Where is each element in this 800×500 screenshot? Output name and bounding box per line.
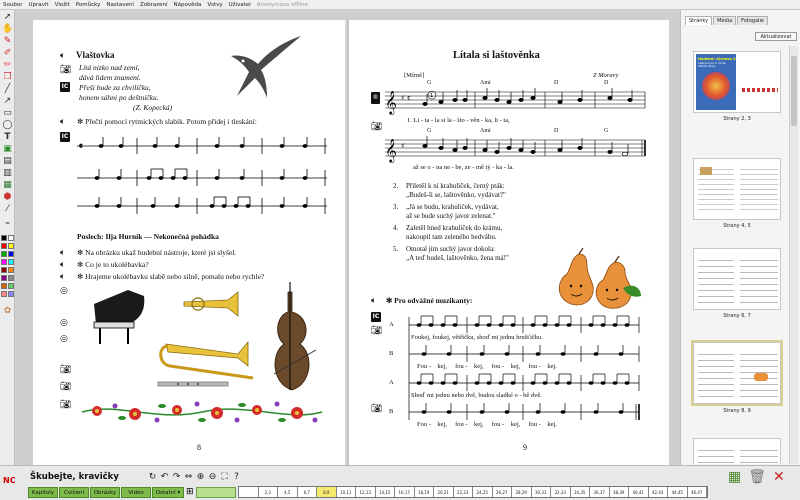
song-title: Lítala si laštověnka xyxy=(453,50,540,61)
color-swatch-black[interactable] xyxy=(1,235,7,241)
pages-panel xyxy=(680,10,800,465)
thumb-content-right xyxy=(740,445,778,464)
menu-napoveda[interactable]: Nápověda xyxy=(173,1,202,8)
cover-thumb xyxy=(696,54,736,110)
lyrics-line-1: 1. Li - ta - la si la - što - věn - ka, li - ta, xyxy=(407,117,510,124)
timeline-segment[interactable]: 30,31 xyxy=(532,487,552,497)
svg-text:𝄞: 𝄞 xyxy=(385,90,397,114)
cover-subtitle: učebnice pro 2. ročník základní školy xyxy=(698,62,726,68)
color-swatch-magenta[interactable] xyxy=(1,259,7,265)
interactive-content-icon[interactable]: IC xyxy=(61,83,69,90)
chord-2: Ami xyxy=(480,80,491,86)
timeline-segment[interactable]: 6,7 xyxy=(298,487,318,497)
thumb-content-left xyxy=(698,255,734,303)
verse-2-line-2: „Budeš-li se, laštověnko, vydávat?" xyxy=(406,191,506,199)
bottom-bar xyxy=(0,465,800,500)
page-thumbnail[interactable] xyxy=(693,248,781,310)
highlighter-icon[interactable]: ✏ xyxy=(3,60,12,70)
color-swatch-cyan[interactable] xyxy=(8,259,14,265)
shape-tool-icon[interactable]: ⬢ xyxy=(3,192,12,202)
tempo-marking: [Mírně] xyxy=(404,72,425,79)
trash-icon[interactable]: 🗑︎ xyxy=(748,469,767,485)
palette-icon[interactable]: ✿ xyxy=(3,306,12,316)
quick-slot[interactable] xyxy=(196,487,236,498)
timeline-segment[interactable]: 16,17 xyxy=(395,487,415,497)
rhythm-score xyxy=(409,315,649,427)
verse-5-line-1: Omotal jím suchý javor dokola: xyxy=(406,245,496,253)
speaker-icon[interactable]: 🔈︎ xyxy=(60,51,66,61)
page-left xyxy=(33,20,347,465)
tab-exercises[interactable]: Cvičení xyxy=(59,487,89,498)
verse-2-line-1: Přiletěl k ní krahuliček, černý pták: xyxy=(406,182,505,190)
rhythm-row-3-label: A xyxy=(389,379,394,386)
flute-icon xyxy=(158,382,228,386)
refresh-icon[interactable]: ↻ xyxy=(148,472,157,482)
thumb-picture xyxy=(754,373,768,381)
page-number-right: 9 xyxy=(523,443,527,452)
double-bass-icon xyxy=(274,282,316,390)
speaker-icon[interactable]: 🔈︎ xyxy=(60,272,66,282)
rhythm-row-2-text: Fou - kej, fou - kej, fou - kej, fou - kej. xyxy=(417,363,557,370)
hand-icon[interactable]: ✋ xyxy=(2,24,14,34)
timeline-segment[interactable]: 20,21 xyxy=(434,487,454,497)
listening-question-1: ✻ Na obrázku ukaž hudební nástroje, které jsi slyšel. xyxy=(77,248,237,257)
ellipse-tool-icon[interactable]: ◯ xyxy=(2,120,13,130)
timeline-segment[interactable]: 2,3 xyxy=(259,487,279,497)
nav-icons xyxy=(148,472,244,482)
rhythm-exercise xyxy=(77,134,327,214)
svg-text:♯: ♯ xyxy=(401,142,405,150)
thumbnail-label: Strany 6, 7 xyxy=(723,313,751,319)
arrow-line-icon[interactable]: ↗ xyxy=(3,96,12,106)
redo-icon[interactable]: ↷ xyxy=(172,472,181,482)
refresh-button[interactable]: Aktualizovat xyxy=(755,32,797,41)
svg-text:1: 1 xyxy=(430,93,434,99)
lyrics-line-2: až se o - na ne - be, ze - mě tý - ka - la. xyxy=(413,164,514,171)
camera-icon[interactable]: 📷︎ xyxy=(371,122,383,132)
thumb-picture xyxy=(700,167,712,175)
speaker-icon[interactable]: 🔈︎ xyxy=(60,260,66,270)
page-right xyxy=(349,20,669,465)
chord-3: D xyxy=(554,80,559,86)
page-timeline xyxy=(238,486,708,498)
tab-pages[interactable]: Stránky xyxy=(685,16,712,25)
screen-tool-icon[interactable]: ▥ xyxy=(3,168,12,178)
rhythm-row-3-text: Shoď mi jednu nebo dvě, budou sladké o - bě dvě. xyxy=(411,392,542,399)
eyedropper-icon[interactable]: ⁄ xyxy=(6,204,9,214)
color-swatch-gray[interactable] xyxy=(8,275,14,281)
table-tool-icon[interactable]: ▤ xyxy=(3,156,12,166)
trumpet-icon xyxy=(184,292,238,316)
line-width-icon[interactable]: ━ xyxy=(5,220,10,227)
help-icon[interactable]: ? xyxy=(234,472,239,482)
panel-tabs xyxy=(685,16,769,25)
poem-line-4: honem sáhni po deštníčku. xyxy=(79,93,159,102)
connection-status: Anonymous offline xyxy=(256,1,309,8)
fit-width-icon[interactable]: ⇔ xyxy=(184,472,193,482)
chord-8: G xyxy=(604,128,609,134)
menu-upravit[interactable]: Upravit xyxy=(28,1,49,8)
sound-sample-icon[interactable]: ◎ xyxy=(60,286,68,296)
chord-5: G xyxy=(427,128,432,134)
camera-icon[interactable]: 📷︎ xyxy=(371,404,383,414)
folk-ornament xyxy=(77,396,327,428)
menu-nastaveni[interactable]: Nastavení xyxy=(106,1,134,8)
timeline-segment[interactable]: 38,39 xyxy=(610,487,630,497)
timeline-segment[interactable]: 28,29 xyxy=(512,487,532,497)
menu-vlozit[interactable]: Vložit xyxy=(54,1,70,8)
timeline-segment[interactable]: 26,27 xyxy=(493,487,513,497)
interactive-content-icon[interactable]: IC xyxy=(372,313,380,320)
staff-1 xyxy=(385,88,647,114)
timeline-segment[interactable]: 24,25 xyxy=(473,487,493,497)
timeline-segment[interactable]: 10,11 xyxy=(337,487,357,497)
marker-icon[interactable]: ✐ xyxy=(3,48,12,58)
rhythm-row-4-text: Fou - kej, fou - kej, fou - kej, fou - kej. xyxy=(417,421,557,428)
tab-media[interactable]: Média xyxy=(713,16,736,25)
camera-icon[interactable]: 📷︎ xyxy=(60,365,72,375)
color-swatch-brown[interactable] xyxy=(1,283,7,289)
verse-4-line-1: Zaletěl hned krahuliček do krámu, xyxy=(406,224,503,232)
thumb-content-left xyxy=(698,349,734,397)
timeline-segment[interactable]: 12,13 xyxy=(356,487,376,497)
speaker-icon[interactable]: 🔈︎ xyxy=(371,296,377,306)
cover-illustration xyxy=(702,72,730,100)
timeline-segment[interactable]: 32,33 xyxy=(551,487,571,497)
timeline-segment[interactable]: 40,41 xyxy=(629,487,649,497)
rhythm-row-2-label: B xyxy=(389,350,394,357)
menu-uzivatel[interactable]: Uživatel xyxy=(228,1,251,8)
sound-sample-icon[interactable]: ◎ xyxy=(60,334,68,344)
eraser-icon[interactable]: ❒ xyxy=(3,72,12,82)
pears-illustration xyxy=(549,248,644,310)
page-thumbnail-selected[interactable] xyxy=(693,342,781,404)
thumbnail-label: Strany 2, 3 xyxy=(723,116,751,122)
menu-vrstvy[interactable]: Vstvy xyxy=(207,1,223,8)
menu-pomucky[interactable]: Pomůcky xyxy=(75,1,101,8)
line-tool-icon[interactable]: ╱ xyxy=(4,84,11,94)
dropdown-arrow-icon: ▾ xyxy=(177,490,181,496)
chord-6: Ami xyxy=(480,128,491,134)
trombone-icon xyxy=(161,342,253,378)
verse-2-number: 2. xyxy=(393,182,399,190)
instruments-illustration xyxy=(88,282,328,397)
color-swatch-white[interactable] xyxy=(8,235,14,241)
poem-author: (Z. Kopecká) xyxy=(133,103,173,112)
tab-other[interactable] xyxy=(152,487,184,498)
chord-4: D xyxy=(604,80,609,86)
zoom-in-icon[interactable]: ⊕ xyxy=(196,472,205,482)
timeline-segment[interactable]: 8,9 xyxy=(317,487,337,497)
speaker-icon[interactable]: 🔈︎ xyxy=(60,117,66,127)
tab-gallery[interactable]: Fotogalie xyxy=(737,16,768,25)
zoom-out-icon[interactable]: ⊖ xyxy=(208,472,217,482)
arrow-cursor-icon[interactable]: ➚ xyxy=(3,12,12,22)
page-thumbnail[interactable] xyxy=(693,158,781,220)
tool-strip xyxy=(0,10,15,465)
thumb-content-right xyxy=(740,165,778,213)
listening-title: Poslech: Ilja Hurník — Nekonečná pohádka xyxy=(77,232,219,241)
speaker-icon[interactable]: 🔈︎ xyxy=(60,248,66,258)
svg-text:𝄴: 𝄴 xyxy=(79,142,83,151)
cover-title: Hudební výchova 2 xyxy=(698,57,736,61)
menu-bar xyxy=(0,0,800,10)
timeline-segment[interactable]: 4,5 xyxy=(278,487,298,497)
menu-zobrazeni[interactable]: Zobrazení xyxy=(139,1,168,8)
tab-other-label: Ostatní xyxy=(155,490,176,496)
tab-images[interactable]: Obrázky xyxy=(90,487,120,498)
camera-icon[interactable]: 📷︎ xyxy=(371,326,383,336)
listening-question-3: ✻ Hrajeme ukolébavku slabě nebo silně, pomalu nebo rychle? xyxy=(77,272,265,281)
verse-4-number: 4. xyxy=(393,224,399,232)
verse-5-line-2: „A teď budeš, laštověnko, žena má!" xyxy=(406,254,509,262)
timeline-segment[interactable]: 46,47 xyxy=(688,487,708,497)
color-swatch-blue[interactable] xyxy=(8,251,14,257)
staff-2 xyxy=(385,136,647,162)
svg-text:𝄴: 𝄴 xyxy=(407,94,411,103)
swallow-illustration xyxy=(213,34,303,99)
color-swatch-orange[interactable] xyxy=(8,267,14,273)
page-thumbnail[interactable] xyxy=(693,438,781,464)
poem-line-1: Lítá nízko nad zemí, xyxy=(79,63,140,72)
chord-7: D xyxy=(554,128,559,134)
color-swatch-red[interactable] xyxy=(1,243,7,249)
song-origin: Z Moravy xyxy=(593,72,619,79)
thumb-content-left xyxy=(698,445,734,464)
scrollbar-thumb[interactable] xyxy=(791,56,797,126)
grand-piano-icon xyxy=(94,290,144,344)
advanced-title: ✻ Pro odvážné muzikanty: xyxy=(386,296,473,305)
camera-icon[interactable]: 📷︎ xyxy=(60,400,72,410)
rhythm-row-1-text: Foukej, foukej, větříčku, shoď mi jednu hrušťičku. xyxy=(411,334,543,341)
thumbnail-label: Strany 4, 5 xyxy=(723,223,751,229)
fill-tool-icon[interactable]: ▦ xyxy=(3,180,12,190)
sound-sample-icon[interactable]: ◎ xyxy=(60,318,68,328)
poem-line-2: dává lidem znamení. xyxy=(79,73,141,82)
rhythm-instruction: ✻ Přečti pomocí rytmických slabik. Potom přidej i tleskání: xyxy=(77,117,257,126)
verse-5-number: 5. xyxy=(393,245,399,253)
chord-1: G xyxy=(427,80,432,86)
thumb-decoration xyxy=(742,88,778,92)
color-swatch-yellow[interactable] xyxy=(8,243,14,249)
pen-icon[interactable]: ✎ xyxy=(3,36,12,46)
listening-question-2: ✻ Co je to ukolébavka? xyxy=(77,260,149,269)
verse-4-line-2: nakoupil tam zeleného hedvábu. xyxy=(406,233,497,241)
chapter-title: Škubejte, kravičky xyxy=(30,472,119,482)
color-swatch-light-green[interactable] xyxy=(8,283,14,289)
color-swatch-green[interactable] xyxy=(1,251,7,257)
page-thumbnails xyxy=(687,46,787,464)
svg-text:𝄞: 𝄞 xyxy=(385,138,397,162)
verse-3-number: 3. xyxy=(393,203,399,211)
timeline-segment[interactable]: 44,45 xyxy=(668,487,688,497)
sheet-music-icon[interactable]: ▥ xyxy=(371,92,380,104)
camera-icon[interactable]: 📷︎ xyxy=(60,382,72,392)
page-thumbnail[interactable] xyxy=(693,51,781,113)
verse-3-line-2: až se bude suchý javor zelenat." xyxy=(406,212,496,220)
add-page-icon[interactable]: ⊞ xyxy=(186,487,194,497)
image-tool-icon[interactable]: ▣ xyxy=(3,144,12,154)
thumb-content-right xyxy=(740,255,778,303)
color-swatch-maroon[interactable] xyxy=(1,267,7,273)
timeline-segment[interactable]: 14,15 xyxy=(376,487,396,497)
rhythm-row-4-label: B xyxy=(389,408,394,415)
rectangle-tool-icon[interactable]: ▭ xyxy=(3,108,12,118)
undo-icon[interactable]: ↶ xyxy=(160,472,169,482)
bottom-icons xyxy=(728,469,792,485)
calendar-icon[interactable]: ▦ xyxy=(728,469,742,485)
verse-3-line-1: „Já se budu, krahuliček, vydávat, xyxy=(406,203,499,211)
close-app-icon[interactable]: ✕ xyxy=(773,469,785,485)
color-swatch-light-blue[interactable] xyxy=(8,291,14,297)
tab-video[interactable]: Video xyxy=(121,487,151,498)
book-viewer xyxy=(15,10,680,465)
timeline-segment[interactable]: 42,43 xyxy=(649,487,669,497)
camera-icon[interactable]: 📷︎ xyxy=(60,65,72,75)
menu-soubor[interactable]: Soubor xyxy=(3,1,23,8)
tab-chapters[interactable]: Kapitoly xyxy=(28,487,58,498)
timeline-segment[interactable]: 34,35 xyxy=(571,487,591,497)
app-logo: NC xyxy=(3,476,16,485)
timeline-segment[interactable]: 36,37 xyxy=(590,487,610,497)
poem-title: Vlaštovka xyxy=(76,50,115,60)
rhythm-row-1-label: A xyxy=(389,321,394,328)
svg-text:♯: ♯ xyxy=(401,94,405,102)
color-swatch-purple[interactable] xyxy=(1,275,7,281)
timeline-segment[interactable] xyxy=(239,487,259,497)
poem-line-3: Přeší bude za chvilíčku, xyxy=(79,83,151,92)
interactive-content-icon[interactable]: IC xyxy=(61,133,69,140)
page-number-left: 8 xyxy=(197,443,201,452)
fullscreen-icon[interactable]: ⛶ xyxy=(221,472,228,482)
timeline-segment[interactable]: 22,23 xyxy=(454,487,474,497)
panel-scrollbar[interactable] xyxy=(789,46,798,464)
thumbnail-label: Strany 8, 9 xyxy=(723,408,751,414)
text-tool-icon[interactable]: T xyxy=(4,132,11,142)
color-swatch-pink[interactable] xyxy=(1,291,7,297)
timeline-segment[interactable]: 18,19 xyxy=(415,487,435,497)
